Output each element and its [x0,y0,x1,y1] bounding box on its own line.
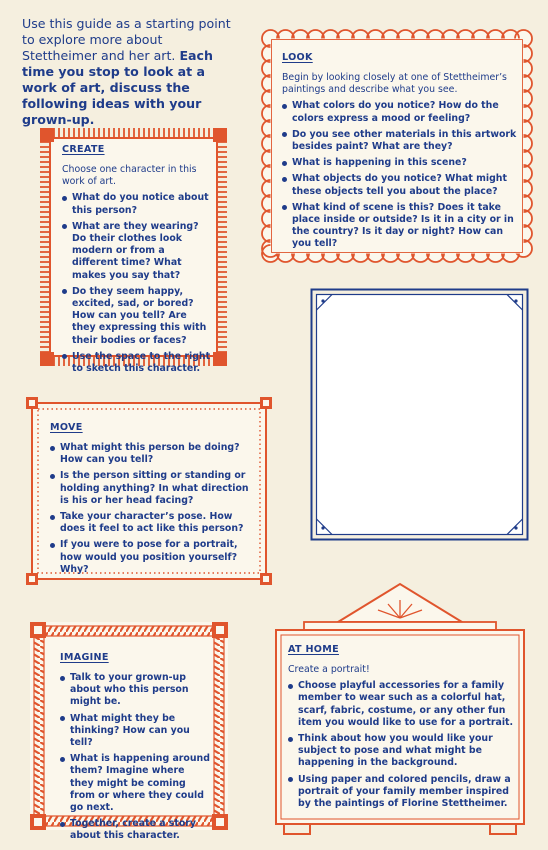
look-section [262,30,532,262]
list-item: Choose playful accessories for a family member to wear such as a colorful hat, scarf, fabric, costume, or any other fun item you would like to use for a portrait. [288,680,516,729]
list-item: What objects do you notice? What might these objects tell you about the place? [282,173,518,197]
list-item: What are they wearing? Do their clothes look modern or from a different time? What makes you say that? [62,221,212,282]
imagine-section [30,622,228,842]
at-home-title: AT HOME [288,644,339,655]
list-item: Is the person sitting or standing or holding anything? In what direction is his or her head facing? [50,470,255,507]
imagine-list [60,672,210,843]
list-item: Do they seem happy, excited, sad, or bored? How can you tell? Are they expressing this with their bodies or faces? [62,286,212,347]
at-home-list [288,680,516,810]
move-list [50,442,255,576]
list-item: What is happening in this scene? [282,157,518,169]
look-list [282,100,518,250]
list-item: Do you see other materials in this artwork besides paint? What are they? [282,129,518,153]
list-item: Take your character’s pose. How does it feel to act like this person? [50,511,255,535]
look-lead: Begin by looking closely at one of Stettheimer’s paintings and describe what you see. [282,72,507,96]
list-item: What is happening around them? Imagine where they might be coming from or where they could go next. [60,753,210,814]
list-item: What might this person be doing? How can you tell? [50,442,255,466]
create-section [40,128,227,375]
create-title: CREATE [62,144,105,155]
move-title: MOVE [50,422,83,433]
at-home-lead: Create a portrait! [288,664,370,675]
list-item: Together, create a story about this character. [60,818,210,842]
list-item: Use the space to the right to sketch this character. [62,351,212,375]
look-title: LOOK [282,52,313,63]
create-lead: Choose one character in this work of art. [62,164,197,188]
intro-plain: Use this guide as a starting point to explore more about Stettheimer and her art. [22,16,231,63]
create-list [62,192,212,375]
intro-bold: Each time you stop to look at a work of art, discuss the following ideas with your grown-up. [22,48,213,127]
at-home-section [270,578,530,838]
list-item: Talk to your grown-up about who this person might be. [60,672,210,709]
list-item: Think about how you would like your subject to pose and what might be happening in the background. [288,733,516,770]
sketch-area[interactable] [310,288,529,541]
list-item: What colors do you notice? How do the colors express a mood or feeling? [282,100,518,124]
imagine-title: IMAGINE [60,652,109,663]
list-item: If you were to pose for a portrait, how would you position yourself? Why? [50,539,255,576]
list-item: What might they be thinking? How can you tell? [60,713,210,750]
list-item: What kind of scene is this? Does it take place inside or outside? Is it in a city or in the country? Is it day or night? How can you tell? [282,202,518,251]
move-section [26,397,272,585]
list-item: Using paper and colored pencils, draw a portrait of your family member inspired by the paintings of Florine Stettheimer. [288,774,516,811]
intro-text [22,16,232,128]
list-item: What do you notice about this person? [62,192,212,216]
sketch-frame-icon [310,288,529,541]
